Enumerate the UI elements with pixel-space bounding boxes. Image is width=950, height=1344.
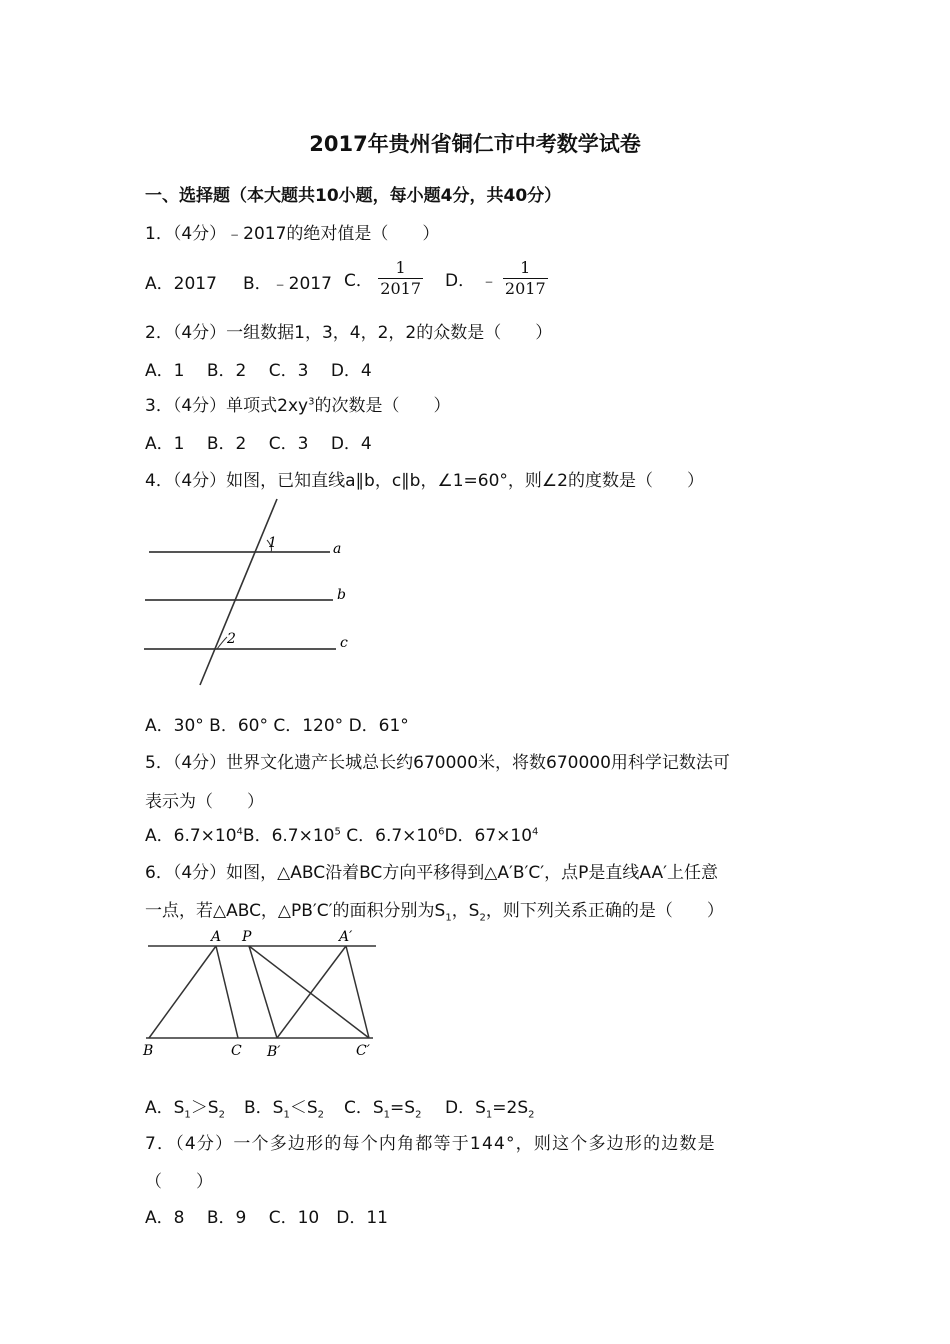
question-7-line-1: 7．（4分）一个多边形的每个内角都等于144°，则这个多边形的边数是 <box>145 1134 716 1154</box>
question-3-options: A．1 B．2 C．3 D．4 <box>145 434 372 454</box>
segment-a1c1 <box>346 946 369 1038</box>
question-7-line-2: （ ） <box>145 1172 213 1192</box>
section-heading: 一、选择题（本大题共10小题，每小题4分，共40分） <box>145 186 562 206</box>
q5-option-c-exponent: 6 <box>438 826 445 838</box>
q1-option-c-label: C． <box>344 271 373 291</box>
question-2-stem: 2．（4分）一组数据1，3，4，2，2的众数是（ ） <box>145 323 553 343</box>
fraction-numerator: 1 <box>520 258 531 277</box>
question-3-stem <box>145 391 450 416</box>
opt-sub: 1 <box>283 1109 290 1121</box>
opt-sub: 1 <box>184 1109 191 1121</box>
opt-sub: 2 <box>415 1109 422 1121</box>
opt-text: D．S <box>445 1098 486 1118</box>
question-4-options: A．30° B．60° C．120° D．61° <box>145 716 409 736</box>
q3-stem-post: 的次数是（ ） <box>314 396 451 416</box>
opt-text: ＜S <box>289 1098 318 1118</box>
q6-sub-2: 2 <box>479 912 486 924</box>
line-b-label: b <box>337 587 346 603</box>
point-a-label: A <box>211 929 222 945</box>
q1-option-b: B．﹣2017 <box>243 274 332 294</box>
question-5-line-2: 表示为（ ） <box>145 792 264 812</box>
q5-option-a: A．6.7×10 <box>145 826 237 846</box>
opt-text: C．S <box>344 1098 384 1118</box>
q5-option-a-exponent: 4 <box>236 826 243 838</box>
q5-option-d: D．67×10 <box>444 826 533 846</box>
line-c-label: c <box>340 635 348 651</box>
q6-sub-1: 1 <box>445 912 452 924</box>
q4-parallel-lines-figure <box>140 495 360 690</box>
q1-option-d <box>445 258 548 299</box>
segment-pc1 <box>249 946 369 1038</box>
segment-ac <box>216 946 238 1038</box>
page-title: 2017年贵州省铜仁市中考数学试卷 <box>309 132 641 156</box>
opt-text: ＞S <box>190 1098 219 1118</box>
opt-text: =S <box>390 1098 416 1118</box>
point-b1-label: B′ <box>267 1044 281 1060</box>
q5-option-b-exponent: 5 <box>334 826 341 838</box>
opt-sub: 2 <box>528 1109 535 1121</box>
fraction-denominator: 2017 <box>504 279 546 298</box>
q1-option-d-label: D． <box>445 271 476 291</box>
opt-sub: 2 <box>317 1109 325 1121</box>
q1-option-a: A．2017 <box>145 274 217 294</box>
opt-sub: 1 <box>383 1109 391 1121</box>
segment-ab <box>149 946 216 1038</box>
q5-option-c: C．6.7×10 <box>340 826 439 846</box>
question-5-line-1: 5．（4分）世界文化遗产长城总长约670000米，将数670000用科学记数法可 <box>145 753 730 773</box>
question-1-stem: 1．（4分）﹣2017的绝对值是（ ） <box>145 224 440 244</box>
transversal <box>200 499 277 685</box>
q6-line2-pre: 一点，若△ABC，△PB′C′的面积分别为S <box>145 901 446 921</box>
opt-sub: 2 <box>218 1109 225 1121</box>
segment-a1b1 <box>277 946 346 1038</box>
q6-line2-mid: ，S <box>451 901 480 921</box>
angle-1-label: 1 <box>268 535 277 551</box>
q5-option-d-exponent: 4 <box>532 826 539 838</box>
angle-2-label: 2 <box>227 631 236 647</box>
fraction-denominator: 2017 <box>380 279 421 298</box>
q1-option-d-fraction <box>503 258 548 299</box>
opt-text: =2S <box>492 1098 529 1118</box>
question-5-options <box>145 821 538 846</box>
q6-translation-figure <box>140 925 385 1065</box>
opt-sub: 1 <box>485 1109 493 1121</box>
q3-stem-pre: 3．（4分）单项式2xy <box>145 396 309 416</box>
question-7-options: A．8 B．9 C．10 D．11 <box>145 1208 388 1228</box>
question-6-line-1: 6．（4分）如图，△ABC沿着BC方向平移得到△A′B′C′，点P是直线AA′上任意 <box>145 863 718 883</box>
fraction-numerator: 1 <box>395 258 406 277</box>
point-c1-label: C′ <box>356 1043 370 1059</box>
q6-option-a <box>145 1093 225 1120</box>
q6-option-b <box>244 1093 324 1120</box>
point-p-label: P <box>242 929 252 945</box>
q1-option-d-sign: ﹣ <box>480 271 498 291</box>
point-b-label: B <box>143 1043 154 1059</box>
q3-exponent: 3 <box>308 396 315 408</box>
q1-option-c <box>344 258 423 299</box>
q1-option-c-fraction <box>378 258 423 299</box>
question-2-options: A．1 B．2 C．3 D．4 <box>145 361 372 381</box>
q6-option-d <box>445 1093 535 1120</box>
q6-line2-post: ，则下列关系正确的是（ ） <box>485 901 724 921</box>
point-c-label: C <box>231 1043 242 1059</box>
question-4-stem: 4．（4分）如图，已知直线a∥b，c∥b，∠1=60°，则∠2的度数是（ ） <box>145 471 704 491</box>
point-a1-label: A′ <box>339 929 353 945</box>
q6-option-c <box>344 1093 421 1120</box>
segment-pb1 <box>249 946 277 1038</box>
opt-text: A．S <box>145 1098 185 1118</box>
line-a-label: a <box>333 541 342 557</box>
question-6-line-2 <box>145 896 724 923</box>
opt-text: B．S <box>244 1098 284 1118</box>
q5-option-b: B．6.7×10 <box>242 826 335 846</box>
